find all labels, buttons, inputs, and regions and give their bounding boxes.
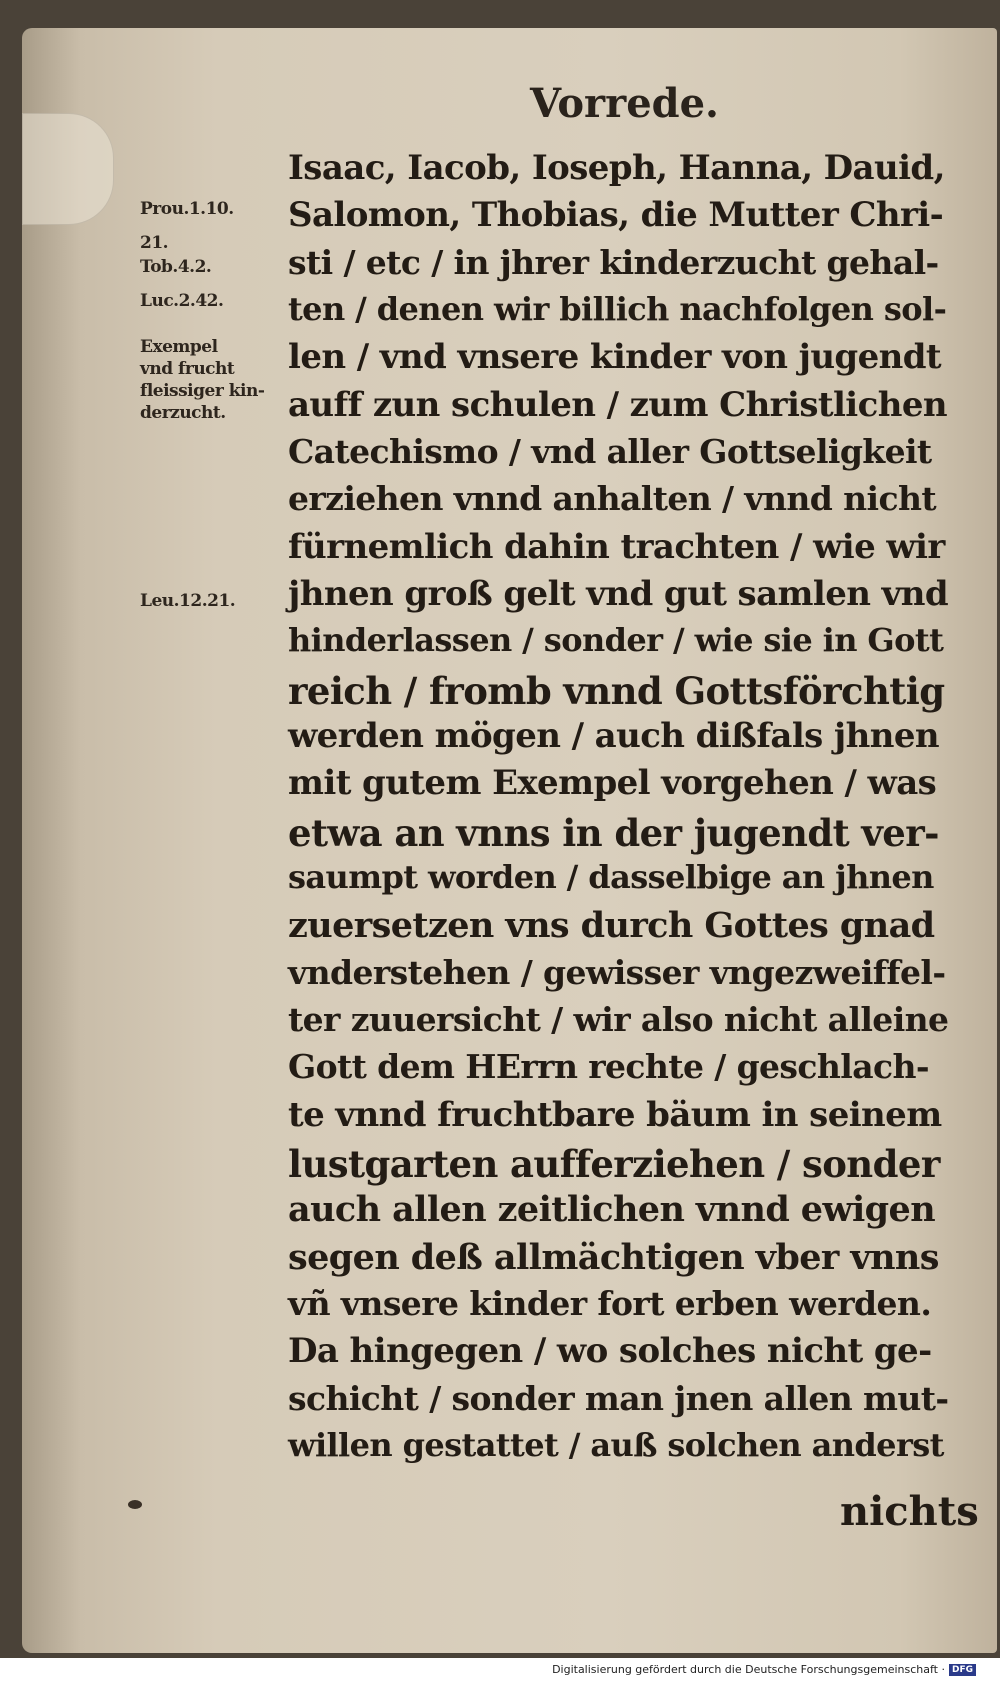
text-line: werden mögen / auch dißfals jhnen (288, 716, 940, 756)
margin-note: Leu.12.21. (140, 591, 236, 611)
margin-note: Luc.2.42. (140, 291, 224, 311)
text-line: te vnnd fruchtbare bäum in seinem (288, 1095, 942, 1135)
text-line: vnderstehen / gewisser vngezweiffel- (288, 953, 946, 992)
text-line: saumpt worden / dasselbige an jhnen (288, 858, 934, 896)
text-line: auff zun schulen / zum Christlichen (288, 385, 947, 425)
text-line: schicht / sonder man jnen allen mut- (288, 1379, 949, 1418)
text-line: Gott dem HErrn rechte / geschlach- (288, 1047, 930, 1086)
text-line: Salomon, Thobias, die Mutter Chri- (288, 195, 944, 235)
footer-text: Digitalisierung gefördert durch die Deutsche Forschungsgemeinschaft · (552, 1663, 945, 1676)
text-line: lustgarten aufferziehen / sonder (288, 1142, 940, 1186)
text-line: willen gestattet / auß solchen anderst (288, 1426, 944, 1464)
margin-note: vnd frucht (140, 359, 235, 379)
text-line: fürnemlich dahin trachten / wie wir (288, 527, 945, 567)
text-line: vñ vnsere kinder fort erben werden. (288, 1284, 932, 1323)
text-line: hinderlassen / sonder / wie sie in Gott (288, 621, 944, 659)
digitization-footer (552, 1663, 976, 1676)
text-line: reich / fromb vnnd Gottsförchtig (288, 669, 945, 713)
margin-note: derzucht. (140, 403, 226, 423)
text-line: etwa an vnns in der jugendt ver- (288, 811, 939, 855)
dfg-logo: DFG (949, 1664, 976, 1676)
text-line: auch allen zeitlichen vnnd ewigen (288, 1189, 936, 1230)
margin-note: Prou.1.10. (140, 199, 234, 219)
running-header: Vorrede. (530, 80, 719, 127)
text-line: erziehen vnnd anhalten / vnnd nicht (288, 479, 936, 518)
margin-note: Tob.4.2. (140, 257, 212, 277)
page-tab-marker (22, 113, 114, 225)
text-line: sti / etc / in jhrer kinderzucht gehal- (288, 243, 939, 282)
text-line: Catechismo / vnd aller Gottseligkeit (288, 432, 932, 471)
text-line: Da hingegen / wo solches nicht ge- (288, 1331, 932, 1371)
text-line: Isaac, Iacob, Ioseph, Hanna, Dauid, (288, 148, 945, 188)
margin-note: fleissiger kin- (140, 381, 265, 401)
margin-note: 21. (140, 233, 169, 253)
ink-blot (128, 1500, 142, 1509)
text-line: mit gutem Exempel vorgehen / was (288, 763, 937, 803)
margin-note: Exempel (140, 337, 218, 357)
text-line: jhnen groß gelt vnd gut samlen vnd (288, 574, 949, 614)
text-line: segen deß allmächtigen vber vnns (288, 1237, 939, 1278)
text-line: len / vnd vnsere kinder von jugendt (288, 337, 942, 377)
text-line: zuersetzen vns durch Gottes gnad (288, 905, 935, 946)
catchword: nichts (840, 1488, 979, 1535)
text-line: ten / denen wir billich nachfolgen sol- (288, 290, 947, 328)
text-line: ter zuuersicht / wir also nicht alleine (288, 1000, 949, 1039)
